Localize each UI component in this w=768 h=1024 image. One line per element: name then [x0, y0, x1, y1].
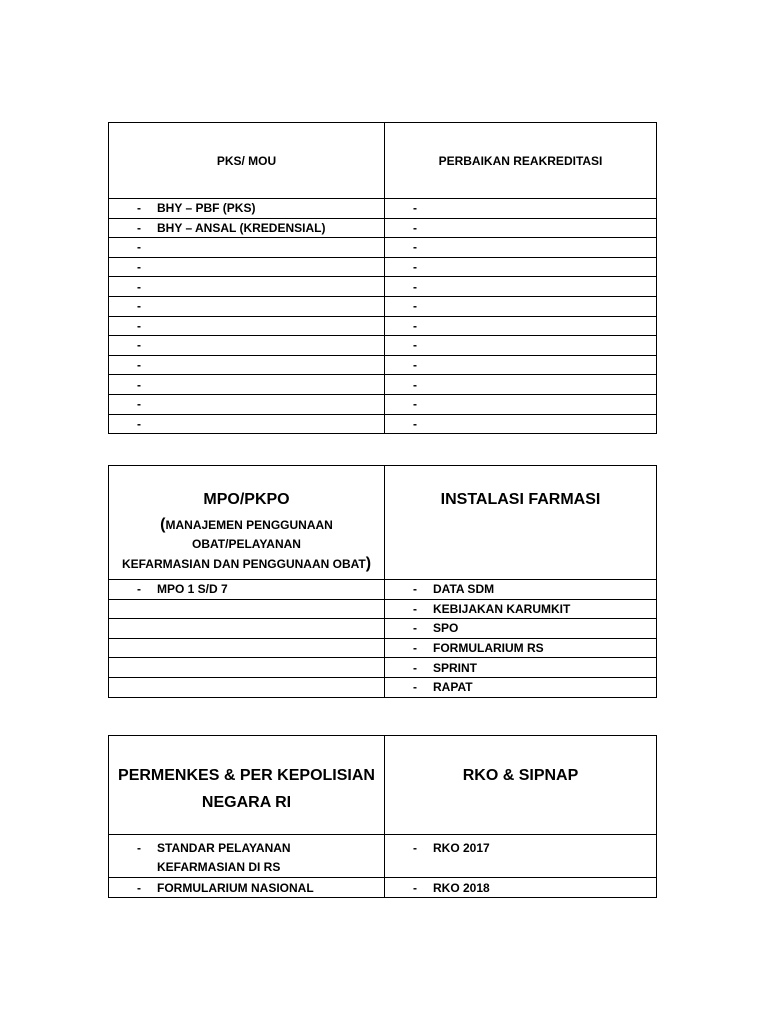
table-cell: [109, 218, 385, 238]
dash-marker: -: [137, 260, 141, 275]
dash-marker: -: [413, 841, 417, 855]
dash-marker: -: [413, 582, 417, 597]
pks-mou-body: [109, 199, 657, 434]
table-cell: [109, 878, 385, 898]
table-cell: [385, 218, 657, 238]
dash-marker: -: [137, 841, 141, 855]
list-item-text: SPO: [433, 621, 459, 636]
table-row: [109, 336, 657, 356]
dash-marker: -: [413, 338, 417, 353]
table-row: [109, 658, 657, 678]
table-header-row: [109, 736, 657, 835]
mpo-pkpo-body: [109, 580, 657, 698]
permenkes-header-cell: [109, 736, 385, 835]
mpo-pkpo-header: MPO/PKPO: [203, 491, 290, 508]
dash-marker: -: [413, 601, 417, 616]
table-cell: [385, 414, 657, 434]
dash-marker: -: [413, 299, 417, 314]
dash-marker: -: [413, 660, 417, 675]
table-row: [109, 835, 657, 878]
dash-marker: -: [137, 201, 141, 216]
table-row: [109, 394, 657, 414]
subheader-line-2: OBAT/PELAYANAN: [192, 537, 301, 551]
permenkes-header-line-2: NEGARA RI: [201, 794, 292, 811]
dash-marker: -: [137, 880, 141, 895]
table-cell: [109, 375, 385, 395]
dash-marker: -: [413, 416, 417, 431]
dash-marker: -: [413, 377, 417, 392]
instalasi-farmasi-header-cell: [385, 466, 657, 580]
list-item-text: KEBIJAKAN KARUMKIT: [433, 601, 571, 616]
table-cell: [385, 394, 657, 414]
table-cell: [385, 835, 657, 878]
table-row: [109, 238, 657, 258]
table-cell: [109, 580, 385, 600]
dash-marker: -: [137, 397, 141, 412]
list-item-text: SPRINT: [433, 660, 478, 675]
table-row: [109, 277, 657, 297]
list-item-text: MPO 1 S/D 7: [157, 582, 228, 597]
list-item-text: RKO 2017: [433, 841, 490, 855]
table-cell: [385, 677, 657, 697]
list-item-text: RKO 2018: [433, 880, 490, 895]
table-cell: [109, 316, 385, 336]
table-cell: [109, 599, 385, 619]
table-cell: [385, 619, 657, 639]
table-cell: [109, 619, 385, 639]
table-cell: [109, 199, 385, 219]
table-row: [109, 414, 657, 434]
list-item-text: FORMULARIUM NASIONAL: [157, 880, 314, 895]
dash-marker: -: [413, 641, 417, 656]
list-item-text: BHY – ANSAL (KREDENSIAL): [157, 220, 326, 235]
dash-marker: -: [137, 377, 141, 392]
dash-marker: -: [413, 240, 417, 255]
table-cell: [109, 238, 385, 258]
table-cell: [109, 394, 385, 414]
dash-marker: -: [137, 416, 141, 431]
table-header-row: [109, 466, 657, 580]
table-cell: [385, 296, 657, 316]
table-cell: [385, 199, 657, 219]
mpo-pkpo-table: [108, 465, 657, 698]
open-paren: (: [160, 516, 166, 533]
list-item-text: STANDAR PELAYANAN KEFARMASIAN DI RS: [157, 841, 291, 874]
table-cell: [385, 638, 657, 658]
list-item-text: RAPAT: [433, 680, 473, 695]
list-item-text: DATA SDM: [433, 582, 495, 597]
perbaikan-reakreditasi-header: PERBAIKAN REAKREDITASI: [385, 123, 657, 199]
table-row: [109, 580, 657, 600]
permenkes-header-line-1: PERMENKES & PER KEPOLISIAN: [118, 767, 375, 784]
table-cell: [385, 316, 657, 336]
table-cell: [109, 658, 385, 678]
permenkes-header: [109, 762, 384, 816]
dash-marker: -: [137, 240, 141, 255]
dash-marker: -: [413, 279, 417, 294]
dash-marker: -: [413, 621, 417, 636]
rko-sipnap-header: RKO & SIPNAP: [462, 767, 579, 784]
subheader-line-3: KEFARMASIAN DAN PENGGUNAAN OBAT: [121, 557, 366, 571]
dash-marker: -: [137, 299, 141, 314]
table-cell: [109, 414, 385, 434]
list-item-text: BHY – PBF (PKS): [157, 201, 256, 216]
dash-marker: -: [413, 201, 417, 216]
dash-marker: -: [137, 318, 141, 333]
table-cell: [385, 599, 657, 619]
dash-marker: -: [413, 880, 417, 895]
rko-sipnap-header-cell: [385, 736, 657, 835]
table-cell: [109, 638, 385, 658]
dash-marker: -: [137, 279, 141, 294]
dash-marker: -: [413, 680, 417, 695]
dash-marker: -: [413, 358, 417, 373]
table-cell: [385, 238, 657, 258]
dash-marker: -: [137, 358, 141, 373]
dash-marker: -: [413, 260, 417, 275]
dash-marker: -: [137, 220, 141, 235]
table-row: [109, 619, 657, 639]
table-cell: [385, 580, 657, 600]
dash-marker: -: [413, 220, 417, 235]
table-row: [109, 257, 657, 277]
table-cell: [109, 336, 385, 356]
table-cell: [385, 257, 657, 277]
dash-marker: -: [413, 318, 417, 333]
table-cell: [109, 257, 385, 277]
table-cell: [109, 677, 385, 697]
dash-marker: -: [137, 338, 141, 353]
table-row: [109, 677, 657, 697]
permenkes-table: [108, 735, 657, 898]
table-cell: [385, 355, 657, 375]
table-cell: [385, 878, 657, 898]
table-cell: [109, 355, 385, 375]
dash-marker: -: [137, 582, 141, 597]
mpo-pkpo-subheader: [109, 515, 384, 574]
table-cell: [385, 336, 657, 356]
table-row: [109, 316, 657, 336]
close-paren: ): [365, 555, 372, 572]
subheader-line-1: MANAJEMEN PENGGUNAAN: [165, 518, 333, 532]
table-row: [109, 375, 657, 395]
dash-marker: -: [413, 397, 417, 412]
list-item-text: FORMULARIUM RS: [433, 641, 544, 656]
table-cell: [385, 658, 657, 678]
table-row: [109, 218, 657, 238]
table-row: [109, 638, 657, 658]
table-row: [109, 355, 657, 375]
table-cell: [385, 375, 657, 395]
table-cell: [109, 835, 385, 878]
table-cell: [385, 277, 657, 297]
pks-mou-header: PKS/ MOU: [109, 123, 385, 199]
table-cell: [109, 296, 385, 316]
instalasi-farmasi-header: INSTALASI FARMASI: [440, 491, 601, 508]
table-row: [109, 878, 657, 898]
mpo-pkpo-header-cell: [109, 466, 385, 580]
table-row: [109, 199, 657, 219]
table-header-row: [109, 123, 657, 199]
pks-mou-table: [108, 122, 657, 434]
table-row: [109, 296, 657, 316]
table-cell: [109, 277, 385, 297]
table-row: [109, 599, 657, 619]
